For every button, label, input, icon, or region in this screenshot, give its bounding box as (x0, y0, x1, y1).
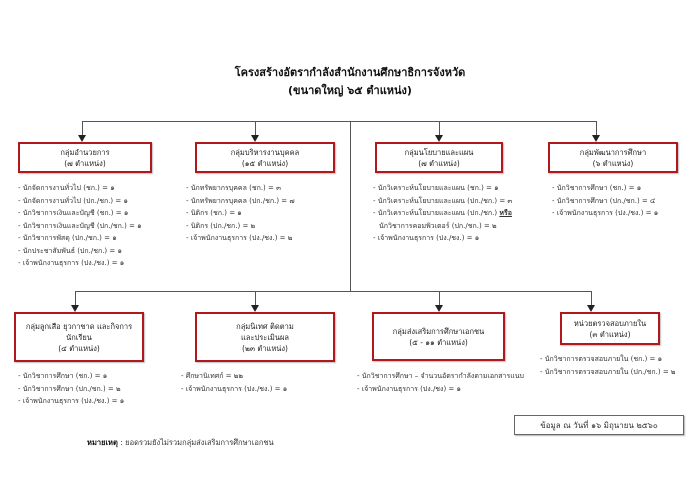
list-item: - นักวิชาการศึกษา (ชก.) = ๑ (552, 184, 642, 192)
list-item: นักวิชาการคอมพิวเตอร์ (ปก./ชก.) = ๒ (379, 221, 497, 230)
list-item: - เจ้าพนักงานธุรการ (ปง./ชง.) = ๑ (181, 384, 288, 393)
list-item: - เจ้าพนักงานธุรการ (ปง./ชง.) = ๑ (552, 209, 659, 217)
list-item: - นิติกร (ปก./ชก.) = ๒ (186, 221, 256, 230)
group-name: กลุ่มนิเทศ ติดตาม (236, 321, 294, 331)
list-item: - นักทรัพยากรบุคคล (ชก.) = ๓ (186, 184, 281, 192)
position-list (540, 353, 676, 378)
arrow-down-icon (78, 135, 86, 142)
connector-line (82, 121, 83, 135)
connector-line (255, 291, 256, 305)
group-box-policy-planning (375, 142, 503, 173)
group-box-private-education (372, 312, 505, 361)
position-list (186, 182, 295, 245)
position-list (357, 370, 524, 395)
arrow-down-icon (251, 305, 259, 312)
group-name: และประเมินผล (241, 332, 289, 342)
list-item: - นักวิเคราะห์นโยบายและแผน (ชก.) = ๑ (373, 184, 499, 192)
list-item: - นักทรัพยากรบุคคล (ปก./ชก.) = ๗ (186, 196, 295, 205)
connector-line (439, 291, 440, 305)
list-item: - เจ้าพนักงานธุรการ (ปง./ชง.) = ๑ (373, 234, 480, 242)
list-item: - นักประชาสัมพันธ์ (ปก./ชก.) = ๑ (18, 246, 122, 255)
list-item: - นักจัดการงานทั่วไป (ปก./ชก.) = ๑ (18, 196, 128, 205)
group-box-supervision-evaluation (195, 312, 335, 362)
list-item: - นักวิชาการศึกษา (ปก./ชก.) = ๒ (18, 384, 121, 393)
connector-line (596, 121, 597, 135)
group-name: กลุ่มส่งเสริมการศึกษาเอกชน (392, 326, 485, 336)
position-list (552, 182, 658, 220)
position-list (18, 182, 142, 270)
connector-trunk (350, 121, 351, 291)
remark-label: หมายเหตุ (87, 438, 118, 447)
chart-subtitle: (ขนาดใหญ่ ๖๕ ตำแหน่ง) (288, 84, 412, 97)
group-count: (๑๕ ตำแหน่ง) (241, 158, 289, 168)
list-item: - นักวิชาการเงินและบัญชี (ชก.) = ๑ (18, 209, 129, 217)
position-list (181, 370, 287, 395)
arrow-down-icon (71, 305, 79, 312)
list-item: - นักวิชาการตรวจสอบภายใน (ปก./ชก.) = ๒ (540, 367, 676, 376)
list-item: - ศึกษานิเทศก์ = ๒๒ (181, 372, 243, 380)
arrow-down-icon (251, 135, 259, 142)
arrow-down-icon (587, 305, 595, 312)
group-name: หน่วยตรวจสอบภายใน (573, 318, 647, 328)
group-box-administration (18, 142, 152, 173)
group-count: (๗ ตำแหน่ง) (418, 158, 460, 168)
position-list (373, 182, 512, 245)
group-count: (๕ - ๑๑ ตำแหน่ง) (409, 337, 468, 347)
arrow-down-icon (592, 135, 600, 142)
group-name: กลุ่มนโยบายและแผน (404, 147, 474, 157)
list-item: - เจ้าพนักงานธุรการ (ปง./ชง.) = ๑ (18, 259, 125, 267)
group-box-internal-audit (560, 312, 660, 345)
list-item: - นักวิชาการศึกษา (ปก./ชก.) = ๔ (552, 196, 656, 205)
group-name: นักเรียน (66, 332, 92, 342)
arrow-down-icon (435, 135, 443, 142)
list-item: - เจ้าพนักงานธุรการ (ปง./ชง.) = ๒ (186, 234, 293, 242)
connector-line (75, 291, 76, 305)
chart-title: โครงสร้างอัตรากำลังสำนักงานศึกษาธิการจังหวัด (234, 66, 466, 79)
list-item: - นักวิชาการพัสดุ (ปก./ชก.) = ๑ (18, 234, 117, 242)
position-list (18, 370, 124, 408)
arrow-down-icon (435, 305, 443, 312)
group-box-personnel (195, 142, 335, 173)
list-item: - นักวิชาการศึกษา – จำนวนอัตรากำลังตามเอกสารแนบ (357, 372, 524, 380)
group-box-education-development (548, 142, 678, 173)
connector-line (82, 121, 597, 122)
remark (87, 437, 274, 449)
remark-text: : ยอดรวมยังไม่รวมกลุ่มส่งเสริมการศึกษาเอกชน (117, 438, 274, 447)
list-item: - นิติกร (ชก.) = ๑ (186, 209, 242, 217)
connector-line (255, 121, 256, 135)
group-count: (๖ ตำแหน่ง) (592, 158, 634, 168)
group-count: (๒๓ ตำแหน่ง) (242, 343, 288, 353)
group-count: (๓ ตำแหน่ง) (589, 329, 631, 339)
date-note: ข้อมูล ณ วันที่ ๑๖ มิถุนายน ๒๕๖๐ (514, 415, 684, 435)
list-item: - นักวิชาการศึกษา (ชก.) = ๑ (18, 372, 108, 380)
list-item: - เจ้าพนักงานธุรการ (ปง./ชง.) = ๑ (18, 397, 125, 405)
list-item: - นักจัดการงานทั่วไป (ชก.) = ๑ (18, 184, 115, 192)
group-count: (๗ ตำแหน่ง) (64, 158, 106, 168)
group-name: กลุ่มพัฒนาการศึกษา (579, 147, 647, 157)
group-name: กลุ่มลูกเสือ ยุวกาชาด และกิจการ (25, 321, 133, 331)
group-name: กลุ่มอำนวยการ (60, 147, 110, 157)
or-label: หรือ (499, 209, 512, 217)
group-box-scouts-student-affairs (14, 312, 144, 362)
list-item: - เจ้าพนักงานธุรการ (ปง./ชง) = ๑ (357, 384, 461, 393)
group-count: (๔ ตำแหน่ง) (58, 343, 100, 353)
group-name: กลุ่มบริหารงานบุคคล (230, 147, 300, 157)
connector-line (439, 121, 440, 135)
list-item: - นักวิชาการตรวจสอบภายใน (ชก.) = ๑ (540, 355, 663, 363)
list-item: - นักวิเคราะห์นโยบายและแผน (ปก./ชก.) = ๓ (373, 196, 513, 205)
connector-line (591, 291, 592, 305)
list-item: - นักวิชาการเงินและบัญชี (ปก./ชก.) = ๑ (18, 221, 142, 230)
list-item: - นักวิเคราะห์นโยบายและแผน (ปก./ชก.) หรือ (373, 209, 512, 217)
connector-line (75, 291, 592, 292)
